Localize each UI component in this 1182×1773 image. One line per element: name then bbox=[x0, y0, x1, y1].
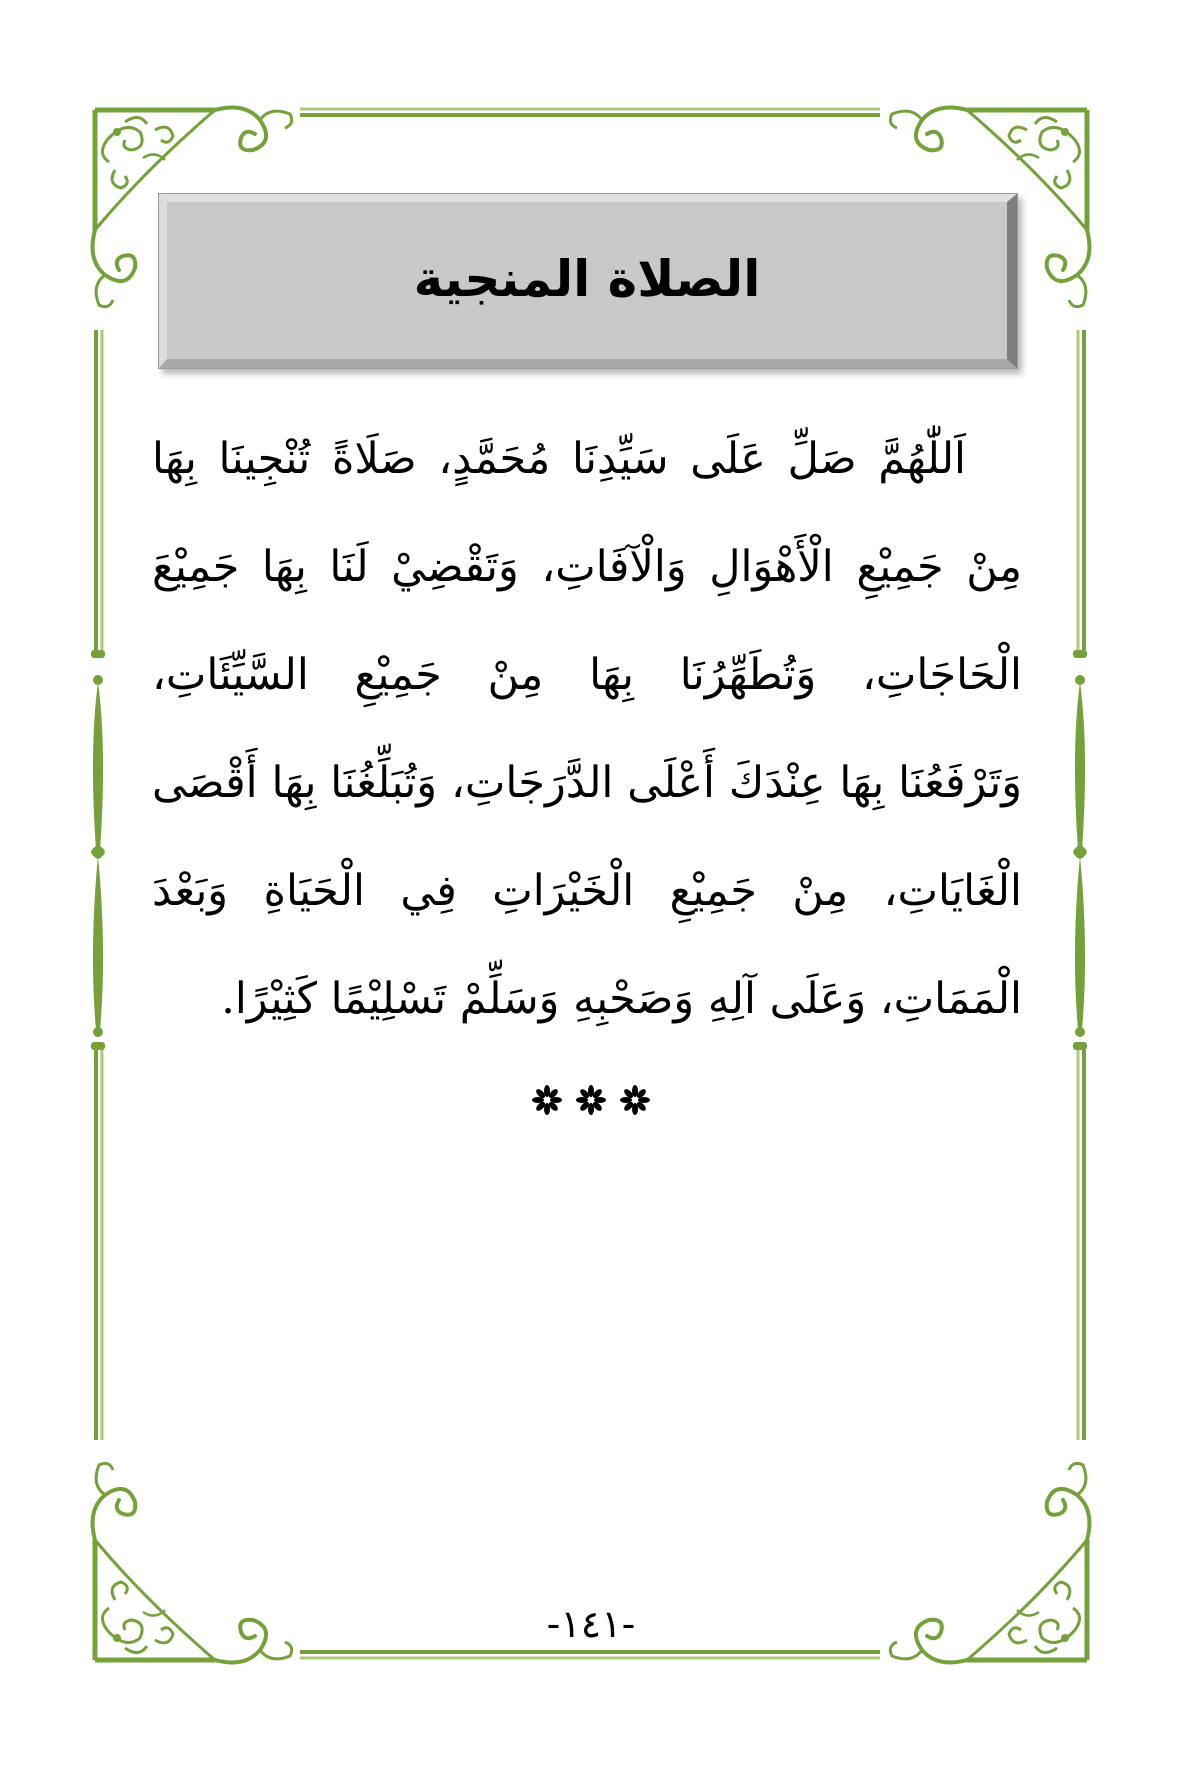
page-title: الصلاة المنجية bbox=[413, 249, 761, 308]
text-line-6: الْمَمَاتِ، وَعَلَى آلِهِ وَصَحْبِهِ وَسَلِّمْ تَسْلِيْمًا كَثِيْرًا. bbox=[221, 974, 1022, 1024]
flower-icon bbox=[532, 1085, 562, 1115]
text-line-2: مِنْ جَمِيْعِ الْأَهْوَالِ وَالْآفَاتِ، وَتَقْضِيْ لَنَا بِهَا جَمِيْعَ bbox=[152, 542, 1022, 592]
text-line-5: الْغَايَاتِ، مِنْ جَمِيْعِ الْخَيْرَاتِ فِي الْحَيَاةِ وَبَعْدَ bbox=[152, 866, 1022, 916]
text-line-3: الْحَاجَاتِ، وَتُطَهِّرُنَا بِهَا مِنْ جَمِيْعِ السَّيِّئَاتِ، bbox=[152, 650, 1022, 700]
page-number: -١٤١- bbox=[546, 1602, 636, 1646]
title-box bbox=[158, 193, 1018, 369]
section-separator bbox=[0, 1085, 1182, 1135]
text-line-1: اَللّٰهُمَّ صَلِّ عَلَى سَيِّدِنَا مُحَمَّدٍ، صَلَاةً تُنْجِينَا بِهَا bbox=[152, 434, 966, 484]
flower-icon bbox=[620, 1085, 650, 1115]
flower-icon bbox=[576, 1085, 606, 1115]
text-line-4: وَتَرْفَعُنَا بِهَا عِنْدَكَ أَعْلَى الدَّرَجَاتِ، وَتُبَلِّغُنَا بِهَا أَقْصَى bbox=[152, 758, 1022, 808]
prayer-text bbox=[152, 405, 1022, 1053]
